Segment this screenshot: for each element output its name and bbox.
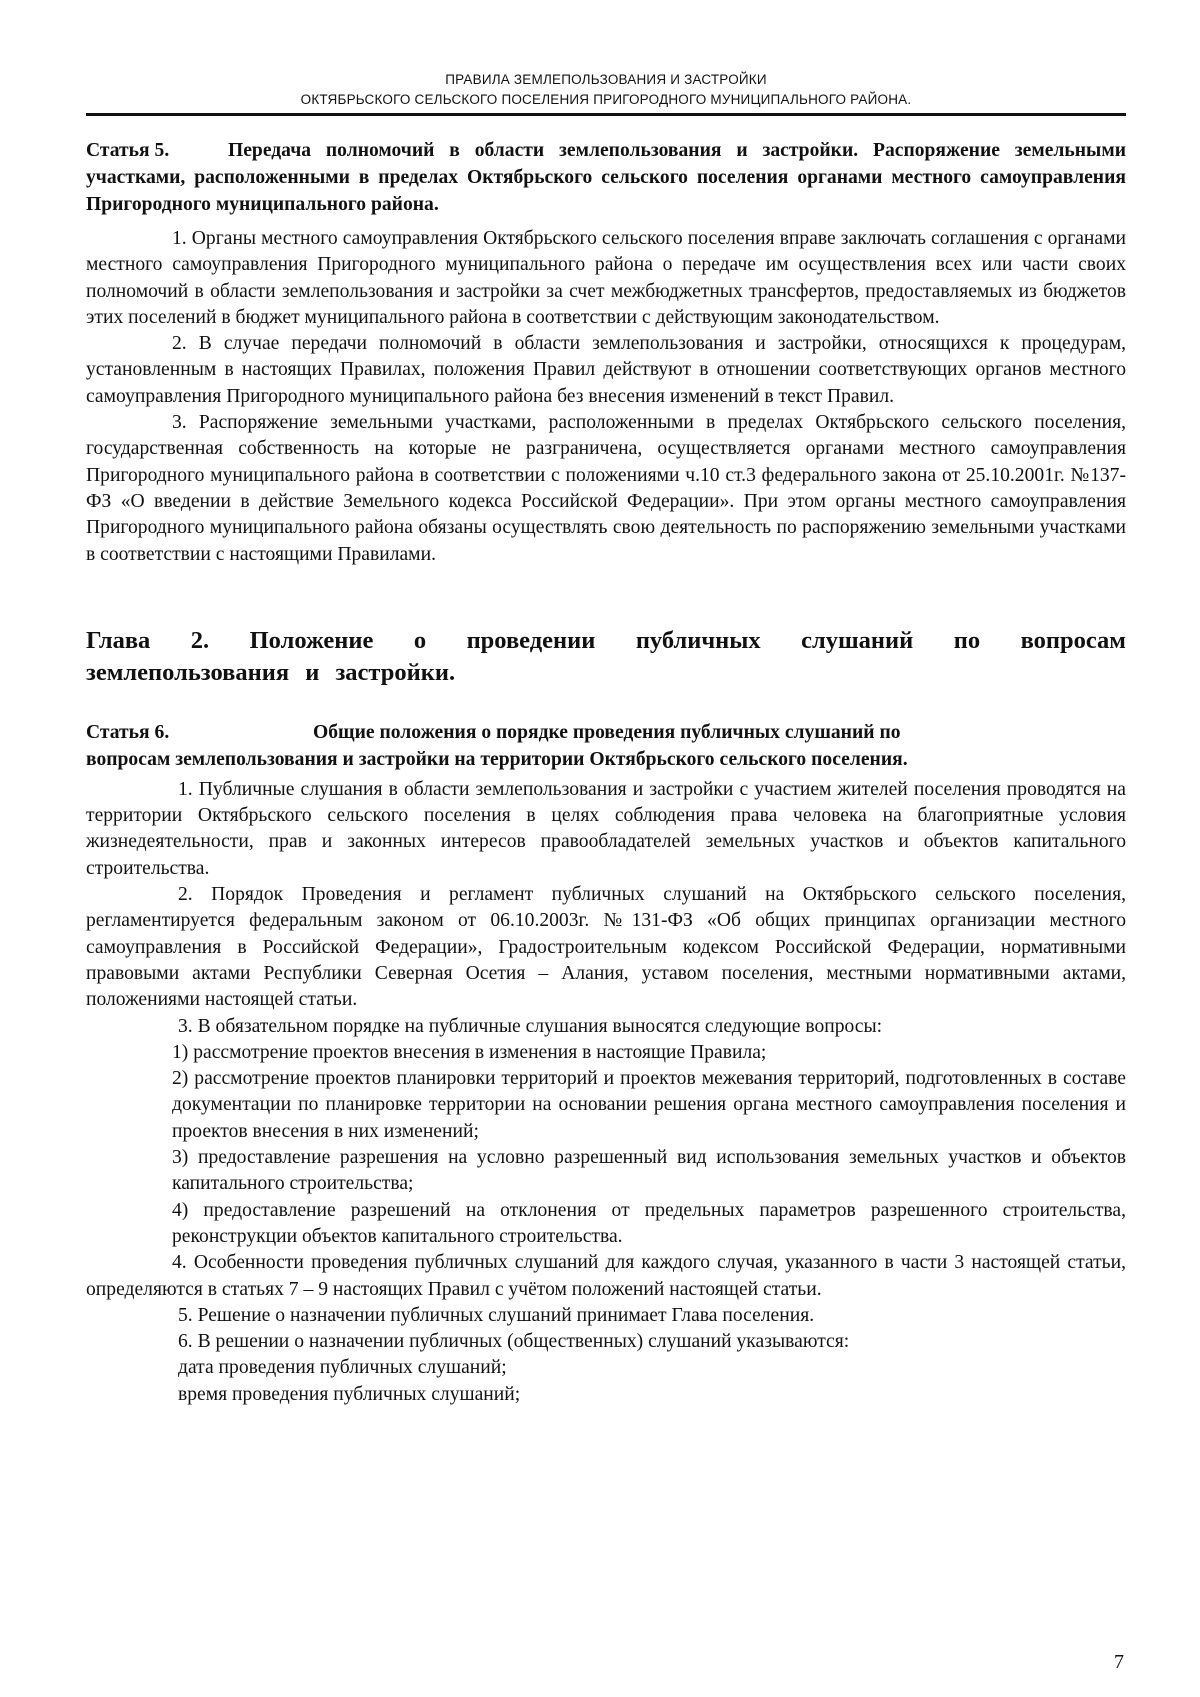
- chapter-2-heading-line-1: Глава 2. Положение о проведении публичных слушаний по вопросам: [86, 626, 1126, 654]
- article-6-paragraph-6: 6. В решении о назначении публичных (общественных) слушаний указываются:: [178, 1331, 850, 1353]
- article-6-title-line-2: вопросам землепользования и застройки на территории Октябрьского сельского поселения.: [86, 748, 908, 770]
- article-6-heading: [86, 719, 1126, 773]
- article-6-list-item-3: 3) предоставление разрешения на условно разрешенный вид использования земельных участков и объектов капитального строительства;: [172, 1147, 1126, 1195]
- chapter-2-heading-line-2: землепользования и застройки.: [86, 658, 456, 686]
- chapter-2-heading: [86, 625, 1126, 689]
- article-6-p6-list-item-2: время проведения публичных слушаний;: [178, 1383, 521, 1405]
- article-6-paragraph-1: 1. Публичные слушания в области землепользования и застройки с участием жителей поселения проводятся на территории Октябрьского сельского поселения в целях соблюдения права человека на благоприятные условия жизнедеятельности, прав и законных интересов правообладателей земельных участков и объектов капитального строительства.: [86, 778, 1126, 879]
- article-6-p6-list-item-1: дата проведения публичных слушаний;: [178, 1357, 507, 1379]
- article-5-paragraph-1: 1. Органы местного самоуправления Октябрьского сельского поселения вправе заключать соглашения с органами местного самоуправления Пригородного муниципального района о передаче им осуществления всех или части своих полномочий в области землепользования и застройки за счет межбюджетных трансфертов, предоставляемых из бюджетов этих поселений в бюджет муниципального района в соответствии с действующим законодательством.: [86, 228, 1126, 328]
- article-6-list-item-4: 4) предоставление разрешений на отклонения от предельных параметров разрешенного строительства, реконструкции объектов капитального строительства.: [172, 1199, 1126, 1247]
- article-6-paragraph-5: 5. Решение о назначении публичных слушаний принимает Глава поселения.: [178, 1304, 815, 1326]
- article-6-list-item-1: 1) рассмотрение проектов внесения в изменения в настоящие Правила;: [172, 1041, 767, 1063]
- article-5-heading: [86, 137, 1126, 218]
- article-6-paragraph-4: 4. Особенности проведения публичных слушаний для каждого случая, указанного в части 3 настоящей статьи, определяются в статьях 7 – 9 настоящих Правил с учётом положений настоящей статьи.: [86, 1252, 1126, 1300]
- document-page: [86, 70, 1126, 1408]
- header-line-2: ОКТЯБРЬСКОГО СЕЛЬСКОГО ПОСЕЛЕНИЯ ПРИГОРОДНОГО МУНИЦИПАЛЬНОГО РАЙОНА.: [300, 92, 912, 107]
- article-6-paragraph-3: 3. В обязательном порядке на публичные слушания выносятся следующие вопросы:: [178, 1015, 883, 1037]
- article-5-number: Статья 5.: [86, 140, 170, 161]
- article-5-paragraph-3: 3. Распоряжение земельными участками, расположенными в пределах Октябрьского сельского поселения, государственная собственность на которые не разграничена, осуществляется органами местного самоуправления Пригородного муниципального района в соответствии с положениями ч.10 ст.3 федерального закона от 25.10.2001г. №137-ФЗ «О введении в действие Земельного кодекса Российской Федерации». При этом органы местного самоуправления Пригородного муниципального района обязаны осуществлять свою деятельность по распоряжению земельными участками в соответствии с настоящими Правилами.: [86, 412, 1126, 565]
- article-6-title-line-1: Общие положения о порядке проведения публичных слушаний по: [313, 721, 901, 743]
- article-6-list-item-2: 2) рассмотрение проектов планировки территорий и проектов межевания территорий, подготовленных в составе документации по планировке территории на основании решения органа местного самоуправления поселения и проектов внесения в них изменений;: [172, 1068, 1126, 1142]
- article-6-number: Статья 6.: [86, 721, 170, 743]
- article-6-paragraph-2: 2. Порядок Проведения и регламент публичных слушаний на Октябрьского сельского поселения, регламентируется федеральным законом от 06.10.2003г. №131-ФЗ «Об общих принципах организации местного самоуправления в Российской Федерации», Градостроительным кодексом Российской Федерации, нормативными правовыми актами Республики Северная Осетия – Алания, уставом поселения, местными нормативными актами, положениями настоящей статьи.: [86, 884, 1126, 1011]
- running-header: [86, 70, 1126, 116]
- page-number: 7: [1114, 1651, 1124, 1673]
- article-5-title: Передача полномочий в области землепользования и застройки. Распоряжение земельными участками, расположенными в пределах Октябрьского сельского поселения органами местного самоуправления Пригородного муниципального района.: [86, 140, 1126, 215]
- header-line-1: ПРАВИЛА ЗЕМЛЕПОЛЬЗОВАНИЯ И ЗАСТРОЙКИ: [445, 72, 767, 87]
- article-5-paragraph-2: 2. В случае передачи полномочий в области землепользования и застройки, относящихся к процедурам, установленным в настоящих Правилах, положения Правил действуют в отношении соответствующих органов местного самоуправления Пригородного муниципального района без внесения изменений в текст Правил.: [86, 333, 1126, 407]
